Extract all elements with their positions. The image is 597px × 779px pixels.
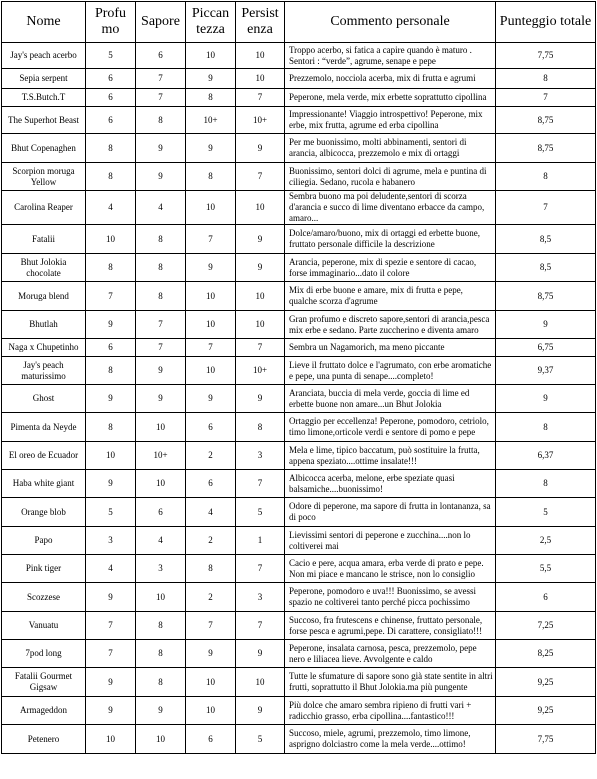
cell-piccantezza: 7 xyxy=(186,225,236,254)
table-body xyxy=(2,43,596,754)
cell-punteggio: 6,75 xyxy=(496,339,596,357)
cell-profumo: 4 xyxy=(86,191,136,225)
table-row xyxy=(2,413,596,442)
cell-commento: Mix di erbe buone e amare, mix di frutta e pepe, qualche scorza d'agrume xyxy=(285,282,496,311)
cell-punteggio: 7,75 xyxy=(496,725,596,754)
cell-piccantezza: 6 xyxy=(186,413,236,442)
table-row xyxy=(2,668,596,697)
table-row xyxy=(2,282,596,311)
cell-persistenza: 10 xyxy=(236,191,285,225)
cell-nome: 7pod long xyxy=(2,640,86,668)
cell-persistenza: 9 xyxy=(236,254,285,282)
cell-nome: Papo xyxy=(2,527,86,555)
cell-piccantezza: 2 xyxy=(186,583,236,612)
cell-persistenza: 1 xyxy=(236,527,285,555)
cell-sapore: 10 xyxy=(136,725,186,754)
cell-piccantezza: 10 xyxy=(186,282,236,311)
cell-punteggio: 6,37 xyxy=(496,442,596,470)
cell-nome: Petenero xyxy=(2,725,86,754)
cell-punteggio: 8,75 xyxy=(496,134,596,163)
cell-punteggio: 8 xyxy=(496,470,596,498)
cell-sapore: 4 xyxy=(136,527,186,555)
cell-persistenza: 3 xyxy=(236,442,285,470)
table-row xyxy=(2,470,596,498)
cell-sapore: 10 xyxy=(136,583,186,612)
header-sapore: Sapore xyxy=(136,2,186,43)
cell-nome: Bhut Jolokia chocolate xyxy=(2,254,86,282)
cell-piccantezza: 8 xyxy=(186,555,236,583)
cell-commento: Buonissimo, sentori dolci di agrume, mela e puntina di ciliegia. Sedano, rucola e habanero xyxy=(285,163,496,191)
cell-piccantezza: 8 xyxy=(186,89,236,107)
cell-persistenza: 9 xyxy=(236,225,285,254)
table-row xyxy=(2,43,596,69)
cell-commento: Lieve il fruttato dolce e l'agrumato, con erbe aromatiche e pepe, una punta di senape....completo! xyxy=(285,357,496,385)
chili-tasting-table xyxy=(1,1,596,754)
cell-commento: Arancia, peperone, mix di spezie e sentore di cacao, forse immaginario...dato il colore xyxy=(285,254,496,282)
cell-punteggio: 9,25 xyxy=(496,697,596,725)
table-row xyxy=(2,697,596,725)
cell-sapore: 6 xyxy=(136,43,186,69)
cell-sapore: 9 xyxy=(136,134,186,163)
cell-persistenza: 9 xyxy=(236,134,285,163)
table-row xyxy=(2,69,596,89)
cell-sapore: 7 xyxy=(136,339,186,357)
cell-punteggio: 9 xyxy=(496,311,596,339)
cell-nome: Carolina Reaper xyxy=(2,191,86,225)
cell-commento: Odore di peperone, ma sapore di frutta in lontananza, sa di poco xyxy=(285,498,496,527)
cell-piccantezza: 10 xyxy=(186,357,236,385)
cell-piccantezza: 9 xyxy=(186,254,236,282)
table-row xyxy=(2,498,596,527)
cell-nome: Ghost xyxy=(2,385,86,413)
cell-commento: Peperone, insalata carnosa, pesca, prezzemolo, pepe nero e liliacea lieve. Avvolgente e caldo xyxy=(285,640,496,668)
cell-nome: Fatalii xyxy=(2,225,86,254)
cell-commento: Prezzemolo, nocciola acerba, mix di frutta e agrumi xyxy=(285,69,496,89)
cell-sapore: 4 xyxy=(136,191,186,225)
cell-sapore: 3 xyxy=(136,555,186,583)
cell-punteggio: 8,75 xyxy=(496,107,596,134)
cell-sapore: 8 xyxy=(136,640,186,668)
cell-commento: Troppo acerbo, si fatica a capire quando è maturo . Sentori : “verde”, agrume, senape e pepe xyxy=(285,43,496,69)
cell-persistenza: 9 xyxy=(236,697,285,725)
header-punteggio: Punteggio totale xyxy=(496,2,596,43)
cell-punteggio: 8,25 xyxy=(496,640,596,668)
cell-sapore: 7 xyxy=(136,69,186,89)
cell-nome: Bhut Copenaghen xyxy=(2,134,86,163)
cell-profumo: 5 xyxy=(86,498,136,527)
cell-piccantezza: 10 xyxy=(186,668,236,697)
cell-sapore: 9 xyxy=(136,697,186,725)
cell-commento: Tutte le sfumature di sapore sono già state sentite in altri frutti, soprattutto il Bhut Jolokia.ma più pungente xyxy=(285,668,496,697)
cell-profumo: 9 xyxy=(86,668,136,697)
cell-piccantezza: 10 xyxy=(186,191,236,225)
cell-profumo: 8 xyxy=(86,134,136,163)
cell-persistenza: 7 xyxy=(236,612,285,640)
cell-punteggio: 7,75 xyxy=(496,43,596,69)
cell-commento: Lievissimi sentori di peperone e zucchina....non lo coltiverei mai xyxy=(285,527,496,555)
cell-profumo: 7 xyxy=(86,612,136,640)
cell-piccantezza: 9 xyxy=(186,640,236,668)
cell-nome: Scozzese xyxy=(2,583,86,612)
cell-piccantezza: 9 xyxy=(186,134,236,163)
cell-sapore: 8 xyxy=(136,225,186,254)
cell-piccantezza: 6 xyxy=(186,470,236,498)
cell-nome: Fatalii Gourmet Gigsaw xyxy=(2,668,86,697)
cell-nome: Moruga blend xyxy=(2,282,86,311)
cell-commento: Impressionante! Viaggio introspettivo! Peperone, mix erbe, mix frutta, agrume ed erba cipollina xyxy=(285,107,496,134)
cell-commento: Per me buonissimo, molti abbinamenti, sentori di arancia, albicocca, prezzemolo e mix di ortaggi xyxy=(285,134,496,163)
cell-profumo: 5 xyxy=(86,43,136,69)
cell-profumo: 9 xyxy=(86,311,136,339)
table-row xyxy=(2,191,596,225)
cell-commento: Più dolce che amaro sembra ripieno di frutti vari + radicchio grasso, erba cipollina....fantastico!!! xyxy=(285,697,496,725)
cell-piccantezza: 2 xyxy=(186,527,236,555)
cell-piccantezza: 10 xyxy=(186,697,236,725)
cell-punteggio: 2,5 xyxy=(496,527,596,555)
cell-persistenza: 3 xyxy=(236,583,285,612)
cell-persistenza: 9 xyxy=(236,640,285,668)
cell-piccantezza: 10 xyxy=(186,311,236,339)
cell-piccantezza: 6 xyxy=(186,725,236,754)
cell-profumo: 6 xyxy=(86,89,136,107)
table-row xyxy=(2,385,596,413)
cell-punteggio: 7,25 xyxy=(496,612,596,640)
cell-profumo: 8 xyxy=(86,254,136,282)
cell-commento: Albicocca acerba, melone, erbe speziate quasi balsamiche....buonissimo! xyxy=(285,470,496,498)
cell-persistenza: 10 xyxy=(236,282,285,311)
cell-commento: Mela e lime, tipico baccatum, può sostituire la frutta, appena speziato....ottime insalate!!! xyxy=(285,442,496,470)
cell-nome: Bhutlah xyxy=(2,311,86,339)
cell-punteggio: 6 xyxy=(496,583,596,612)
cell-nome: Pimenta da Neyde xyxy=(2,413,86,442)
cell-profumo: 7 xyxy=(86,282,136,311)
cell-punteggio: 8 xyxy=(496,163,596,191)
cell-sapore: 8 xyxy=(136,668,186,697)
table-row xyxy=(2,254,596,282)
table-row xyxy=(2,225,596,254)
cell-commento: Peperone, mela verde, mix erbette soprattutto cipollina xyxy=(285,89,496,107)
cell-profumo: 6 xyxy=(86,69,136,89)
table-row xyxy=(2,163,596,191)
cell-nome: Vanuatu xyxy=(2,612,86,640)
table-row xyxy=(2,442,596,470)
cell-nome: Armageddon xyxy=(2,697,86,725)
cell-nome: T.S.Butch.T xyxy=(2,89,86,107)
cell-sapore: 10+ xyxy=(136,442,186,470)
cell-profumo: 8 xyxy=(86,413,136,442)
cell-profumo: 8 xyxy=(86,163,136,191)
cell-sapore: 8 xyxy=(136,612,186,640)
cell-punteggio: 9 xyxy=(496,385,596,413)
cell-profumo: 10 xyxy=(86,225,136,254)
header-piccantezza: Piccan tezza xyxy=(186,2,236,43)
cell-persistenza: 10 xyxy=(236,69,285,89)
cell-punteggio: 8 xyxy=(496,69,596,89)
cell-punteggio: 5,5 xyxy=(496,555,596,583)
cell-nome: El oreo de Ecuador xyxy=(2,442,86,470)
cell-profumo: 10 xyxy=(86,442,136,470)
cell-commento: Succoso, miele, agrumi, prezzemolo, timo limone, asprigno dolciastro come la mela verde....ottimo! xyxy=(285,725,496,754)
cell-commento: Sembra buono ma poi deludente,sentori di scorza d'arancia e succo di lime diventano erbacce da campo, amaro... xyxy=(285,191,496,225)
table-row xyxy=(2,107,596,134)
cell-commento: Aranciata, buccia di mela verde, goccia di lime ed erbette buone non amare...un Bhut Jolokia xyxy=(285,385,496,413)
cell-persistenza: 5 xyxy=(236,725,285,754)
table-row xyxy=(2,134,596,163)
cell-persistenza: 10 xyxy=(236,668,285,697)
table-row xyxy=(2,527,596,555)
cell-sapore: 10 xyxy=(136,413,186,442)
cell-persistenza: 9 xyxy=(236,385,285,413)
cell-piccantezza: 9 xyxy=(186,385,236,413)
cell-sapore: 7 xyxy=(136,89,186,107)
cell-sapore: 8 xyxy=(136,282,186,311)
cell-piccantezza: 9 xyxy=(186,69,236,89)
table-row xyxy=(2,583,596,612)
cell-commento: Gran profumo e discreto sapore,sentori di arancia,pesca mix erbe e sedano. Parte zuccherino e diventa amaro xyxy=(285,311,496,339)
cell-persistenza: 10+ xyxy=(236,107,285,134)
cell-commento: Ortaggio per eccellenza! Peperone, pomodoro, cetriolo, timo limone,orticole verdi e sentore di pomo e pepe xyxy=(285,413,496,442)
cell-profumo: 9 xyxy=(86,583,136,612)
cell-persistenza: 7 xyxy=(236,163,285,191)
header-persistenza: Persist enza xyxy=(236,2,285,43)
cell-profumo: 9 xyxy=(86,385,136,413)
cell-punteggio: 9,37 xyxy=(496,357,596,385)
cell-nome: Haba white giant xyxy=(2,470,86,498)
table-row xyxy=(2,725,596,754)
table-row xyxy=(2,555,596,583)
cell-commento: Dolce/amaro/buono, mix di ortaggi ed erbette buone, fruttato personale difficile la descrizione xyxy=(285,225,496,254)
cell-punteggio: 8,5 xyxy=(496,254,596,282)
cell-nome: Orange blob xyxy=(2,498,86,527)
cell-sapore: 9 xyxy=(136,385,186,413)
cell-profumo: 10 xyxy=(86,725,136,754)
cell-commento: Sembra un Nagamorich, ma meno piccante xyxy=(285,339,496,357)
cell-sapore: 7 xyxy=(136,311,186,339)
cell-persistenza: 7 xyxy=(236,555,285,583)
cell-profumo: 7 xyxy=(86,640,136,668)
table-row xyxy=(2,357,596,385)
cell-profumo: 9 xyxy=(86,697,136,725)
cell-profumo: 9 xyxy=(86,470,136,498)
cell-sapore: 6 xyxy=(136,498,186,527)
table-row xyxy=(2,311,596,339)
cell-nome: The Superhot Beast xyxy=(2,107,86,134)
cell-punteggio: 8 xyxy=(496,413,596,442)
cell-piccantezza: 2 xyxy=(186,442,236,470)
cell-persistenza: 10+ xyxy=(236,357,285,385)
cell-punteggio: 7 xyxy=(496,89,596,107)
cell-persistenza: 10 xyxy=(236,43,285,69)
cell-profumo: 6 xyxy=(86,339,136,357)
cell-piccantezza: 10+ xyxy=(186,107,236,134)
cell-commento: Peperone, pomodoro e uva!!! Buonissimo, se avessi spazio ne coltiverei tanto perché picca pochissimo xyxy=(285,583,496,612)
cell-nome: Jay's peach maturissimo xyxy=(2,357,86,385)
cell-punteggio: 8,5 xyxy=(496,225,596,254)
cell-nome: Scorpion moruga Yellow xyxy=(2,163,86,191)
cell-nome: Naga x Chupetinho xyxy=(2,339,86,357)
header-row xyxy=(2,2,596,43)
cell-nome: Jay's peach acerbo xyxy=(2,43,86,69)
cell-piccantezza: 4 xyxy=(186,498,236,527)
cell-piccantezza: 8 xyxy=(186,163,236,191)
cell-persistenza: 5 xyxy=(236,498,285,527)
table-row xyxy=(2,89,596,107)
cell-piccantezza: 7 xyxy=(186,612,236,640)
cell-punteggio: 5 xyxy=(496,498,596,527)
cell-sapore: 10 xyxy=(136,470,186,498)
cell-persistenza: 7 xyxy=(236,339,285,357)
cell-commento: Succoso, fra frutescens e chinense, fruttato personale, forse pesca e agrumi,pepe. Di carattere, consigliato!!! xyxy=(285,612,496,640)
table-row xyxy=(2,339,596,357)
cell-piccantezza: 7 xyxy=(186,339,236,357)
cell-persistenza: 7 xyxy=(236,89,285,107)
cell-profumo: 6 xyxy=(86,107,136,134)
table-row xyxy=(2,640,596,668)
cell-profumo: 8 xyxy=(86,357,136,385)
cell-sapore: 9 xyxy=(136,163,186,191)
cell-punteggio: 7 xyxy=(496,191,596,225)
header-commento: Commento personale xyxy=(285,2,496,43)
cell-persistenza: 8 xyxy=(236,413,285,442)
cell-persistenza: 10 xyxy=(236,311,285,339)
cell-punteggio: 9,25 xyxy=(496,668,596,697)
cell-sapore: 9 xyxy=(136,357,186,385)
table-row xyxy=(2,612,596,640)
cell-profumo: 3 xyxy=(86,527,136,555)
cell-nome: Pink tiger xyxy=(2,555,86,583)
cell-nome: Sepia serpent xyxy=(2,69,86,89)
header-nome: Nome xyxy=(2,2,86,43)
cell-piccantezza: 10 xyxy=(186,43,236,69)
cell-profumo: 4 xyxy=(86,555,136,583)
cell-persistenza: 7 xyxy=(236,470,285,498)
header-profumo: Profu mo xyxy=(86,2,136,43)
cell-sapore: 8 xyxy=(136,107,186,134)
cell-punteggio: 8,75 xyxy=(496,282,596,311)
cell-sapore: 8 xyxy=(136,254,186,282)
cell-commento: Cacio e pere, acqua amara, erba verde di prato e pepe. Non mi piace e mancano le strisce, non lo consiglio xyxy=(285,555,496,583)
